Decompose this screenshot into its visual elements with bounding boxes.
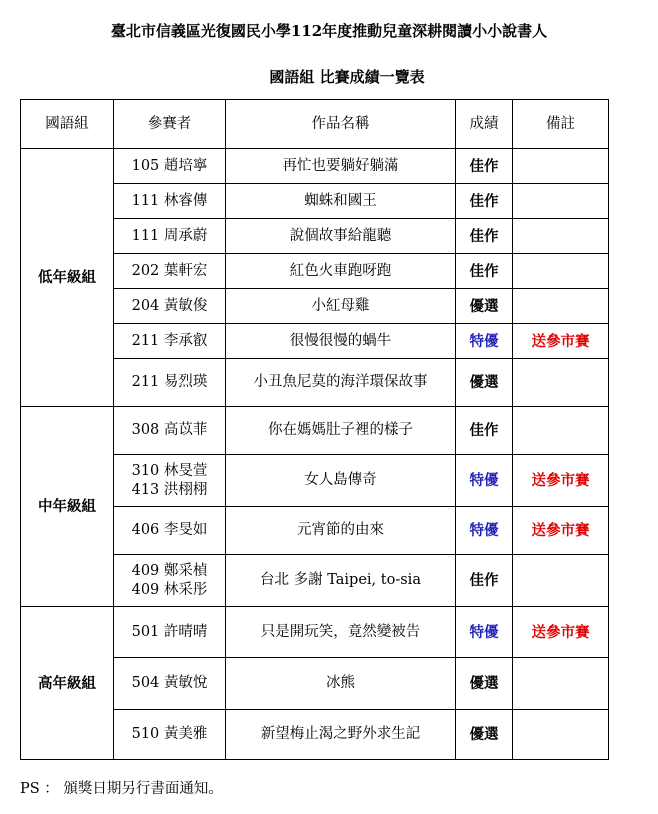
document-subtitle: 國語組 比賽成績一覽表: [269, 68, 425, 86]
work-cell: 新望梅止渴之野外求生記: [226, 710, 456, 760]
participant-cell: 510 黃美雅: [114, 710, 226, 760]
result-cell: 佳作: [456, 149, 513, 184]
participant-cell: 111 林睿傳: [114, 184, 226, 219]
remark-cell: [513, 219, 609, 254]
result-cell: 特優: [456, 607, 513, 658]
remark-cell: [513, 710, 609, 760]
work-cell: 小紅母雞: [226, 289, 456, 324]
participant-cell: 504 黃敏悅: [114, 658, 226, 710]
remark-cell: 送參市賽: [513, 455, 609, 507]
result-cell: 優選: [456, 359, 513, 407]
remark-cell: [513, 658, 609, 710]
work-cell: 冰熊: [226, 658, 456, 710]
result-cell: 佳作: [456, 184, 513, 219]
footer-note: PS ： 頒獎日期另行書面通知。: [20, 781, 223, 797]
header-work: 作品名稱: [226, 100, 456, 149]
participant-cell: 111 周承蔚: [114, 219, 226, 254]
remark-cell: 送參市賽: [513, 324, 609, 359]
result-cell: 特優: [456, 455, 513, 507]
work-cell: 說個故事給龍聽: [226, 219, 456, 254]
participant-line-2: 413 洪栩栩: [131, 481, 208, 498]
result-cell: 優選: [456, 710, 513, 760]
work-cell: 再忙也要躺好躺滿: [226, 149, 456, 184]
participant-line-2: 409 林采彤: [131, 581, 208, 598]
remark-cell: 送參市賽: [513, 607, 609, 658]
remark-cell: [513, 359, 609, 407]
work-cell: 紅色火車跑呀跑: [226, 254, 456, 289]
table-row: [21, 407, 609, 455]
remark-cell: [513, 289, 609, 324]
participant-cell: 204 黃敏俊: [114, 289, 226, 324]
group-high: 高年級組: [21, 607, 114, 760]
result-cell: 優選: [456, 658, 513, 710]
participant-cell: 501 許晴晴: [114, 607, 226, 658]
work-cell: 台北 多謝 Taipei, to-sia: [226, 555, 456, 607]
result-cell: 佳作: [456, 555, 513, 607]
work-cell: 女人島傳奇: [226, 455, 456, 507]
remark-cell: [513, 149, 609, 184]
remark-cell: [513, 184, 609, 219]
work-cell: 蜘蛛和國王: [226, 184, 456, 219]
header-result: 成績: [456, 100, 513, 149]
remark-cell: [513, 555, 609, 607]
participant-cell: 105 趙培寧: [114, 149, 226, 184]
result-cell: 佳作: [456, 219, 513, 254]
participant-line-1: 409 鄭采楨: [131, 562, 208, 579]
participant-cell: [114, 455, 226, 507]
participant-cell: [114, 555, 226, 607]
group-mid: 中年級組: [21, 407, 114, 607]
participant-cell: 202 葉軒宏: [114, 254, 226, 289]
remark-cell: 送參市賽: [513, 507, 609, 555]
participant-cell: 211 易烈瑛: [114, 359, 226, 407]
table-row: [21, 607, 609, 658]
work-cell: 小丑魚尼莫的海洋環保故事: [226, 359, 456, 407]
result-cell: 佳作: [456, 254, 513, 289]
work-cell: 很慢很慢的蝸牛: [226, 324, 456, 359]
remark-cell: [513, 254, 609, 289]
header-participant: 參賽者: [114, 100, 226, 149]
document-title: 臺北市信義區光復國民小學112年度推動兒童深耕閱讀小小說書人: [110, 22, 548, 40]
remark-cell: [513, 407, 609, 455]
result-cell: 特優: [456, 507, 513, 555]
work-cell: 你在媽媽肚子裡的樣子: [226, 407, 456, 455]
result-cell: 優選: [456, 289, 513, 324]
participant-cell: 211 李承叡: [114, 324, 226, 359]
results-table: [20, 99, 609, 760]
work-cell: 元宵節的由來: [226, 507, 456, 555]
table-row: [21, 149, 609, 184]
participant-line-1: 310 林旻萱: [131, 462, 208, 479]
table-header-row: [21, 100, 609, 149]
header-remark: 備註: [513, 100, 609, 149]
result-cell: 佳作: [456, 407, 513, 455]
participant-cell: 308 高苡菲: [114, 407, 226, 455]
participant-cell: 406 李旻如: [114, 507, 226, 555]
group-low: 低年級組: [21, 149, 114, 407]
header-group: 國語組: [21, 100, 114, 149]
work-cell: 只是開玩笑，竟然變被告: [226, 607, 456, 658]
result-cell: 特優: [456, 324, 513, 359]
